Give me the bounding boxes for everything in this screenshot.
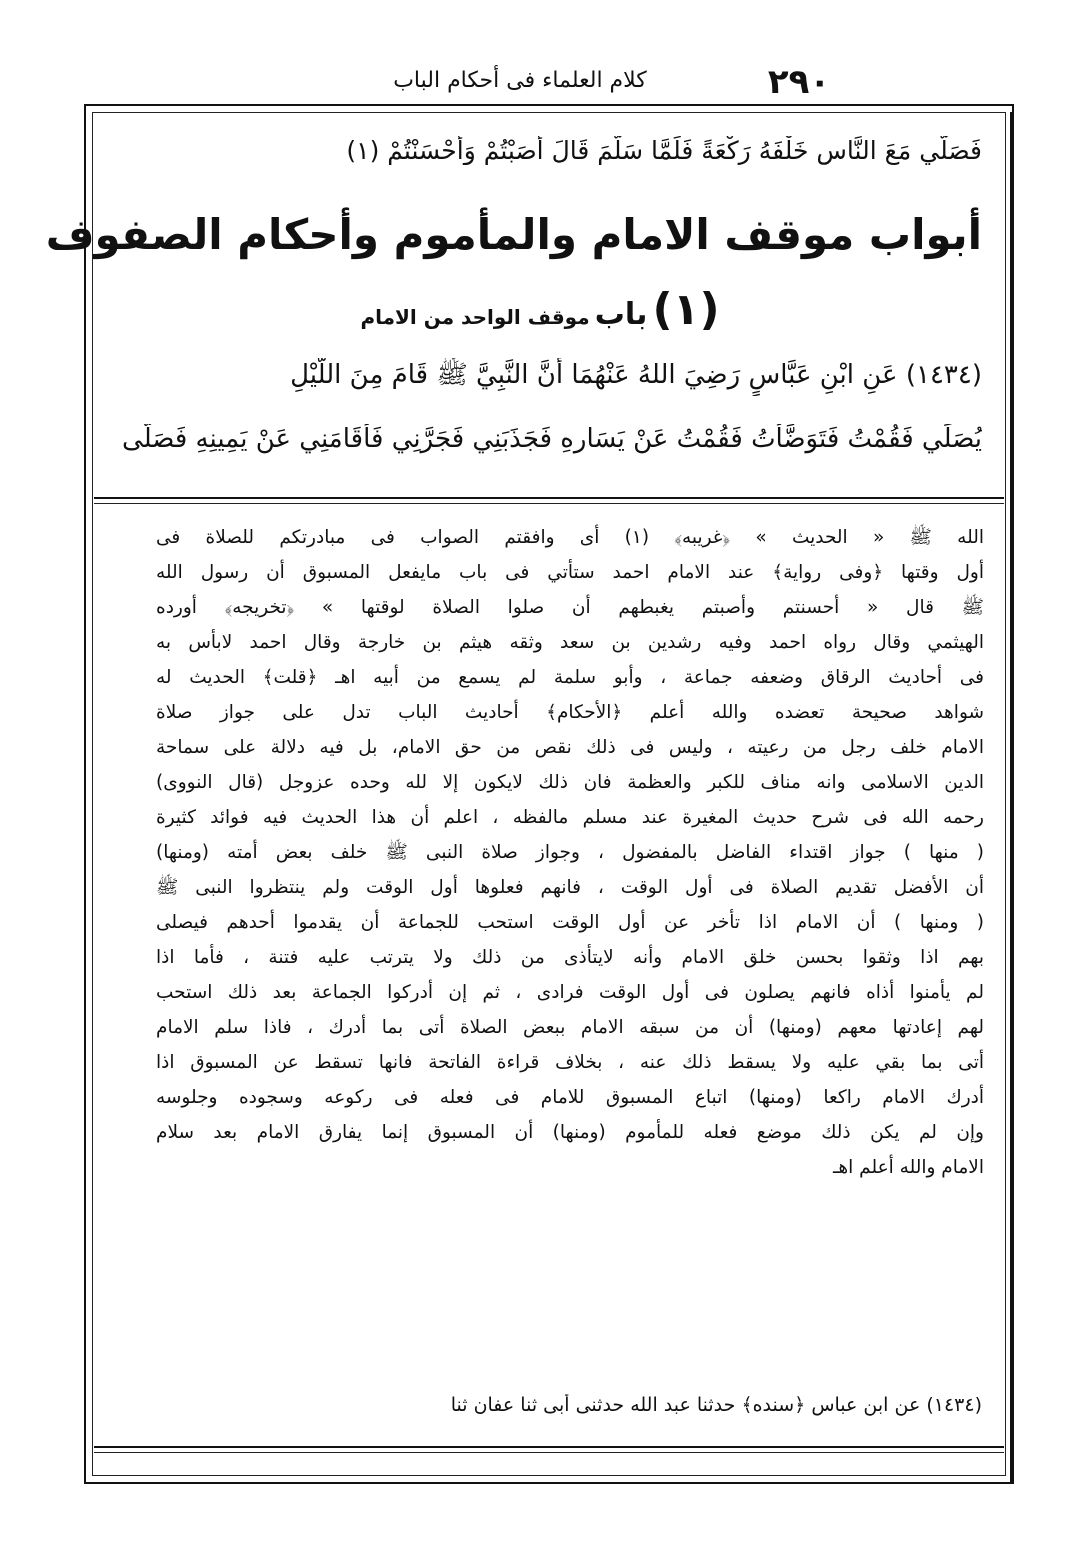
page-number: ٢٩٠: [767, 62, 831, 102]
commentary-line: الدين الاسلامى وانه مناف للكبر والعظمة فان ذلك لايكون إلا لله وحده عزوجل (قال النووى): [156, 772, 984, 793]
section-divider-thin: [94, 503, 1004, 504]
chapter-number: (١): [652, 284, 720, 335]
commentary-line: ﷺ قال « أحسنتم وأصبتم يغبطهم أن صلوا الصلاة لوقتها » ﴿تخريجه﴾ أورده: [156, 597, 984, 618]
commentary-line: الامام والله أعلم اهـ: [832, 1157, 984, 1178]
sanad-line: (١٤٣٤) عن ابن عباس ﴿سنده﴾ حدثنا عبد الله حدثنى أبى ثنا عفان ثنا: [450, 1394, 982, 1416]
commentary-line: لهم إعادتها معهم (ومنها) أن من سبقه الامام ببعض الصلاة أتى بما أدرك ، فاذا سلم الامام: [156, 1017, 984, 1038]
commentary-line: شواهد صحيحة تعضده والله أعلم ﴿الأحكام﴾ أحاديث الباب تدل على جواز صلاة: [156, 702, 984, 723]
commentary-line: ( منها ) جواز اقتداء الفاضل بالمفضول ، وجواز صلاة النبى ﷺ خلف بعض أمته (ومنها): [156, 842, 984, 863]
commentary-line: أن الأفضل تقديم الصلاة فى أول الوقت ، فانهم فعلوها أول الوقت ولم ينتظروا النبى ﷺ: [156, 877, 984, 898]
running-head: كلام العلماء فى أحكام الباب: [393, 68, 647, 93]
commentary-line: ( ومنها ) أن الامام اذا تأخر عن أول الوقت استحب للجماعة أن يقدموا أحدهم فيصلى: [156, 912, 984, 933]
chapter-name: موقف الواحد من الامام: [360, 305, 590, 329]
section-title: أبواب موقف الامام والمأموم وأحكام الصفوف: [45, 210, 982, 259]
hadith-text-line: (١٤٣٤) عَنِ ابْنِ عَبَّاسٍ رَضِيَ اللهُ عَنْهُمَا أَنَّ النَّبِيَّ ﷺ قَامَ مِنَ اللَّيْلِ: [290, 360, 982, 390]
frame-right-bar: [1010, 112, 1014, 1482]
bottom-rule: [94, 1446, 1004, 1448]
commentary-line: الهيثمي وقال رواه احمد وفيه رشدين بن سعد وثقه هيثم بن خارجة وقال احمد لابأس به: [156, 632, 984, 653]
hadith-text-line: يُصَلِّي فَقُمْتُ فَتَوَضَّأْتُ فَقُمْتُ عَنْ يَسَارِهِ فَجَذَبَنِي فَجَرَّنِي فَأَقَامَنِي عَنْ يَمِينِهِ فَصَلَّى: [122, 424, 982, 454]
commentary-line: بهم اذا وثقوا بحسن خلق الامام وأنه لايتأذى من ذلك ولا يترتب عليه فتنة ، فأما اذا: [156, 947, 984, 968]
commentary-line: فى أحاديث الرقاق وضعفه جماعة ، وأبو سلمة لم يسمع من أبيه اهـ ﴿قلت﴾ الحديث له: [156, 667, 984, 688]
commentary-line: الامام خلف رجل من رعيته ، وليس فى ذلك نقص من حق الامام، بل فيه دلالة على سماحة: [156, 737, 984, 758]
commentary-line: أدرك الامام راكعا (ومنها) اتباع المسبوق للامام فى فعله فى ركوعه وسجوده وجلوسه: [156, 1087, 984, 1108]
hadith-continuation-line: فَصَلَّي مَعَ النَّاسِ خَلْفَهُ رَكْعَةً فَلَمَّا سَلَّمَ قَالَ أَصَبْتُمْ وَأَحْسَنْتُمْ (١): [346, 136, 982, 165]
chapter-label: باب: [594, 297, 648, 332]
commentary-line: أول وقتها ﴿وفى رواية﴾ عند الامام احمد ستأتي فى باب مايفعل المسبوق أن رسول الله: [156, 562, 984, 583]
chapter-heading: [300, 284, 780, 335]
bottom-rule-thin: [94, 1452, 1004, 1453]
commentary-block: [156, 520, 984, 1185]
commentary-line: لم يأمنوا أذاه فانهم يصلون فى أول الوقت فرادى ، ثم إن أدركوا الجماعة بعد ذلك استحب: [156, 982, 984, 1003]
commentary-line: أتى بما بقي عليه ولا يسقط ذلك عنه ، بخلاف قراءة الفاتحة فانها تسقط عن المسبوق اذا: [156, 1052, 984, 1073]
section-divider: [94, 497, 1004, 499]
commentary-line: الله ﷺ « الحديث » ﴿غريبه﴾ (١) أى وافقتم الصواب فى مبادرتكم للصلاة فى: [156, 527, 984, 548]
commentary-line: وإن لم يكن ذلك موضع فعله للمأموم (ومنها) أن المسبوق إنما يفارق الامام بعد سلام: [156, 1122, 984, 1143]
commentary-line: رحمه الله فى شرح حديث المغيرة عند مسلم مالفظه ، اعلم أن هذا الحديث فيه فوائد كثيرة: [156, 807, 984, 828]
